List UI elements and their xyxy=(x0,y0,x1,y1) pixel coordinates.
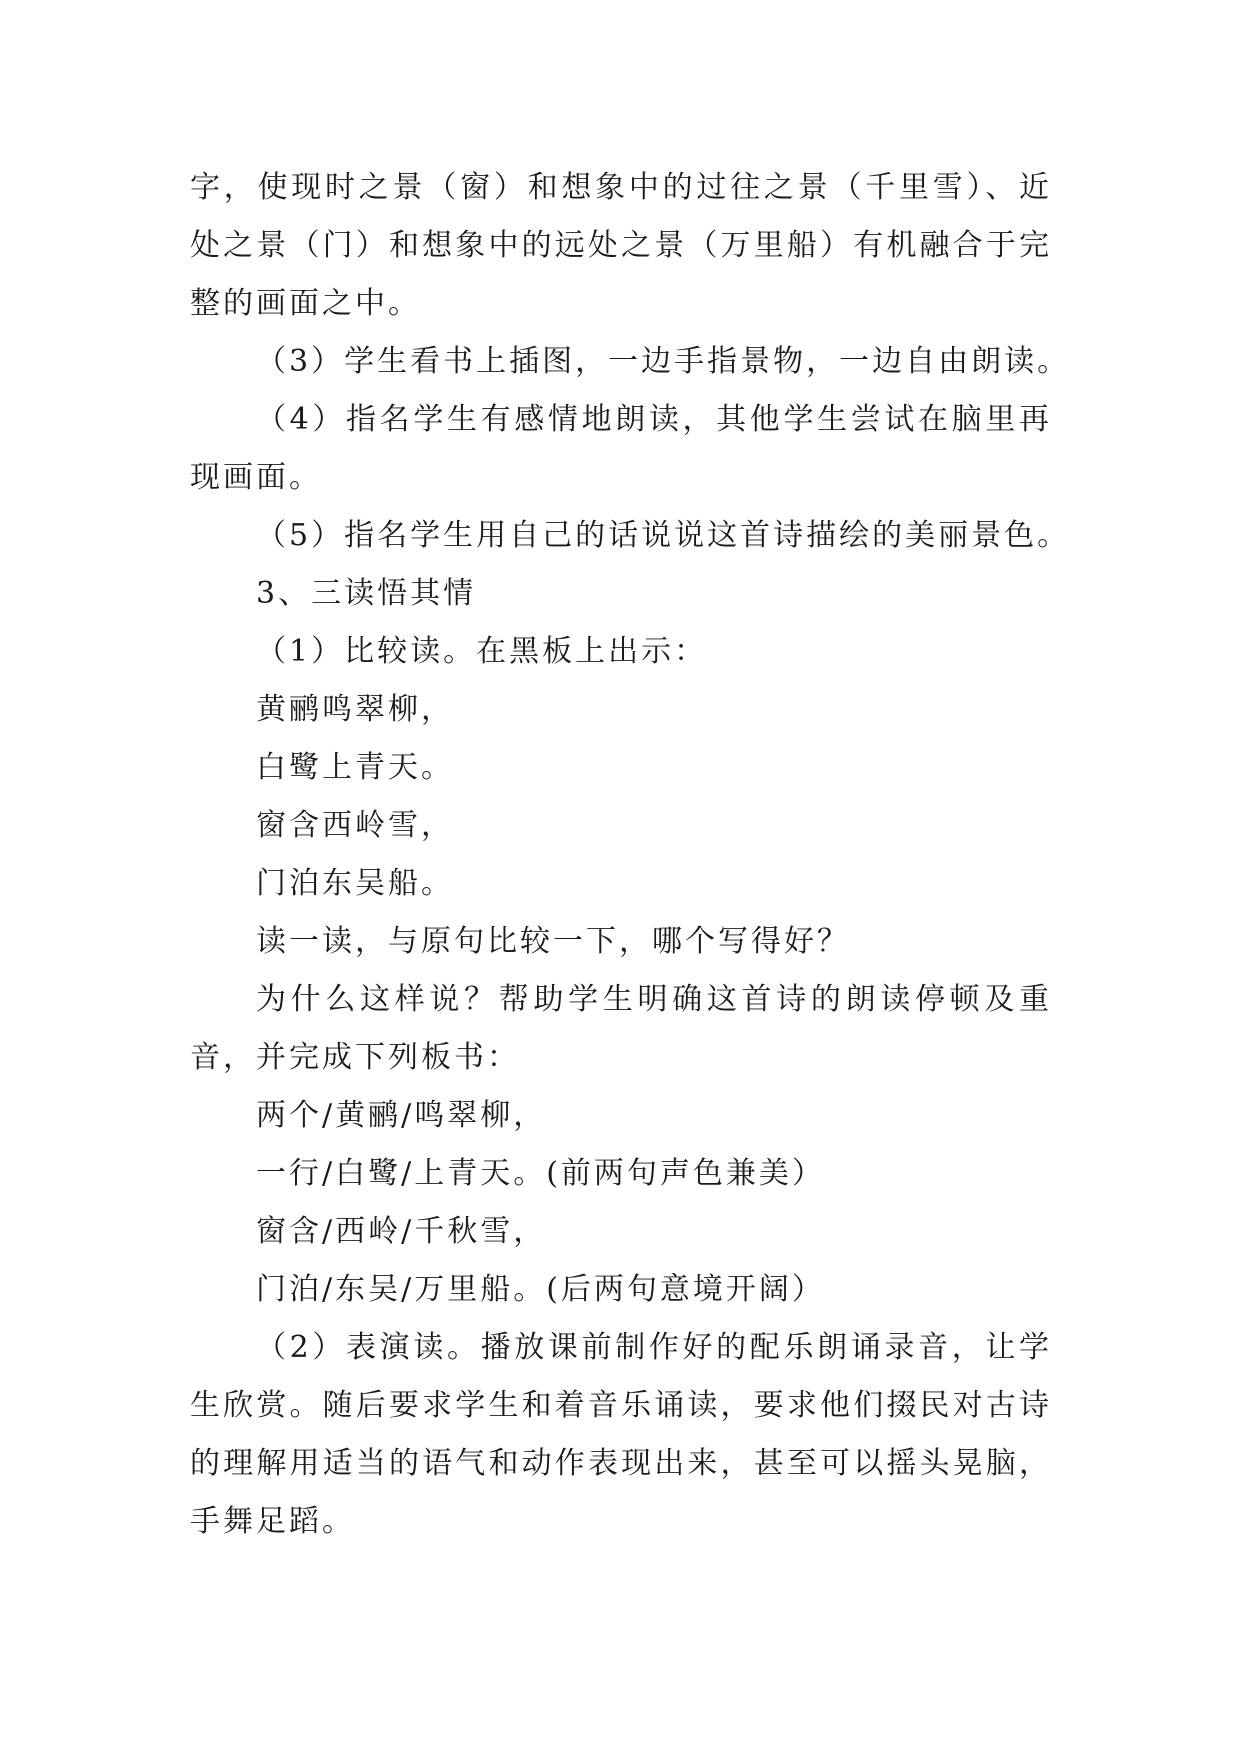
paragraph-line: 处之景（门）和想象中的远处之景（万里船）有机融合于完 xyxy=(190,228,1052,263)
poem-line: 黄鹂鸣翠柳， xyxy=(256,692,454,727)
paragraph-line: 读一读，与原句比较一下，哪个写得好？ xyxy=(256,924,850,959)
poem-line: 门泊东吴船。 xyxy=(256,866,454,901)
section-heading: 3、三读悟其情 xyxy=(256,576,477,611)
paragraph-line: （3）学生看书上插图，一边手指景物，一边自由朗读。 xyxy=(256,344,1071,379)
poem-line: 白鹭上青天。 xyxy=(256,750,454,785)
paragraph-line: 字，使现时之景（窗）和想象中的过往之景（千里雪）、近 xyxy=(190,170,1052,205)
paragraph-line: 生欣赏。随后要求学生和着音乐诵读，要求他们掇民对古诗 xyxy=(190,1388,1052,1423)
paragraph-line: 整的画面之中。 xyxy=(190,286,421,321)
poem-line: 窗含西岭雪， xyxy=(256,808,454,843)
paragraph-line: 的理解用适当的语气和动作表现出来，甚至可以摇头晃脑， xyxy=(190,1446,1052,1481)
paragraph-line: 手舞足蹈。 xyxy=(190,1504,355,1539)
poem-line: 一行/白鹭/上青天。(前两句声色兼美） xyxy=(256,1156,825,1191)
paragraph-line: （1）比较读。在黑板上出示： xyxy=(256,634,708,669)
poem-line: 门泊/东吴/万里船。(后两句意境开阔） xyxy=(256,1272,825,1307)
paragraph-line: 音，并完成下列板书： xyxy=(190,1040,520,1075)
paragraph-line: 为什么这样说？帮助学生明确这首诗的朗读停顿及重 xyxy=(256,982,1052,1017)
paragraph-line: 现画面。 xyxy=(190,460,322,495)
paragraph-line: （5）指名学生用自己的话说说这首诗描绘的美丽景色。 xyxy=(256,518,1071,553)
poem-line: 窗含/西岭/千秋雪， xyxy=(256,1214,547,1249)
paragraph-line: （4）指名学生有感情地朗读，其他学生尝试在脑里再 xyxy=(256,402,1052,437)
paragraph-line: （2）表演读。播放课前制作好的配乐朗诵录音，让学 xyxy=(256,1330,1052,1365)
poem-line: 两个/黄鹂/鸣翠柳， xyxy=(256,1098,547,1133)
